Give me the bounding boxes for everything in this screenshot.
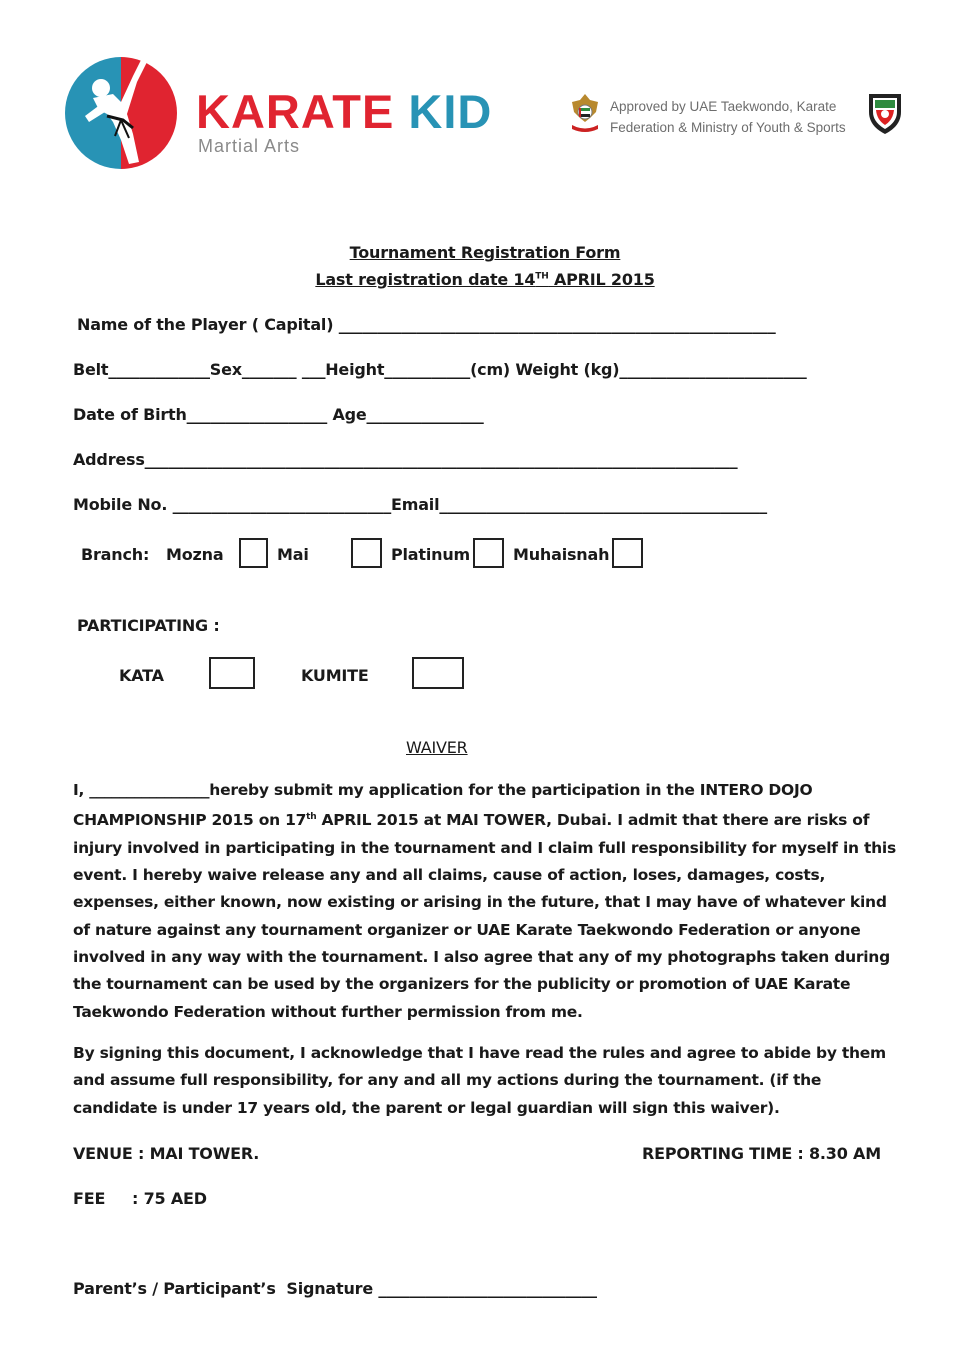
dob-age-field[interactable]: Date of Birth__________________ Age_______________	[73, 405, 484, 424]
waiver-heading: WAIVER	[406, 738, 468, 757]
branch-option-mozna: Mozna	[166, 545, 224, 564]
brand-word-karate: KARATE	[196, 85, 395, 138]
waiver-paragraph-1	[73, 777, 903, 1026]
brand-word-kid: KID	[408, 85, 493, 138]
uae-emblem-icon	[568, 92, 602, 134]
kata-checkbox[interactable]	[209, 657, 255, 689]
kumite-checkbox[interactable]	[412, 657, 464, 689]
registration-deadline	[0, 270, 970, 289]
deadline-superscript: TH	[535, 271, 549, 282]
karate-kid-logo	[63, 56, 179, 170]
branch-mai-checkbox[interactable]	[351, 538, 382, 568]
waiver-text-start: I, ________________hereby submit my application for the participation in the INTERO DOJO CHAMPIONSHIP 2015 on 17	[73, 781, 813, 830]
waiver-date-superscript: th	[306, 812, 317, 823]
fee-text: FEE : 75 AED	[73, 1189, 207, 1208]
branch-mozna-checkbox[interactable]	[239, 538, 268, 568]
address-field[interactable]: Address____________________________________________________________________________	[73, 450, 738, 469]
venue-text: VENUE : MAI TOWER.	[73, 1144, 260, 1163]
federation-shield-icon	[866, 90, 904, 136]
brand-name	[196, 85, 493, 138]
branch-option-platinum: Platinum	[391, 545, 470, 564]
branch-platinum-checkbox[interactable]	[473, 538, 504, 568]
approval-line-2: Federation & Ministry of Youth & Sports	[610, 120, 846, 135]
participating-option-kata: KATA	[119, 666, 164, 685]
branch-option-muhaisnah: Muhaisnah	[513, 545, 610, 564]
branch-label: Branch:	[81, 545, 150, 564]
mobile-email-field[interactable]: Mobile No. ____________________________Email__________________________________________	[73, 495, 767, 514]
participating-label: PARTICIPATING :	[77, 616, 220, 635]
approval-text	[610, 96, 846, 138]
reporting-time-text: REPORTING TIME : 8.30 AM	[642, 1144, 881, 1163]
player-name-field[interactable]: Name of the Player ( Capital) ________________________________________________________	[77, 315, 776, 334]
branch-option-mai: Mai	[277, 545, 309, 564]
waiver-paragraph-2: By signing this document, I acknowledge that I have read the rules and agree to abide by them and assume full responsibility, for any and all my actions during the tournament. (if the candidate is under 17 years old, the parent or legal guardian will sign this waiver).	[73, 1044, 886, 1117]
deadline-month: APRIL 2015	[548, 270, 655, 289]
belt-sex-height-weight-field[interactable]: Belt_____________Sex_______ ___Height___________(cm) Weight (kg)________________________	[73, 360, 807, 379]
branch-muhaisnah-checkbox[interactable]	[612, 538, 643, 568]
deadline-text: Last registration date 14	[315, 270, 536, 289]
waiver-text-rest: APRIL 2015 at MAI TOWER, Dubai. I admit that there are risks of injury involved in participating in the tournament and I claim full responsibility for myself in this event. I hereby waive release any and all claims, cause of action, loses, damages, costs, expenses, either known, now existing or arising in the future, that I may have of whatever kind of nature against any tournament organizer or UAE Karate Taekwondo Federation or anyone involved in any way with the tournament. I also agree that any of my photographs taken during the tournament can be used by the organizers for the publicity or promotion of UAE Karate Taekwondo Federation without further permission from me.	[73, 811, 896, 1021]
form-title: Tournament Registration Form	[349, 243, 621, 262]
participating-option-kumite: KUMITE	[301, 666, 369, 685]
signature-field[interactable]: Parent’s / Participant’s Signature ____________________________	[73, 1279, 597, 1298]
brand-subtitle: Martial Arts	[198, 136, 301, 156]
approval-line-1: Approved by UAE Taekwondo, Karate	[610, 99, 837, 114]
